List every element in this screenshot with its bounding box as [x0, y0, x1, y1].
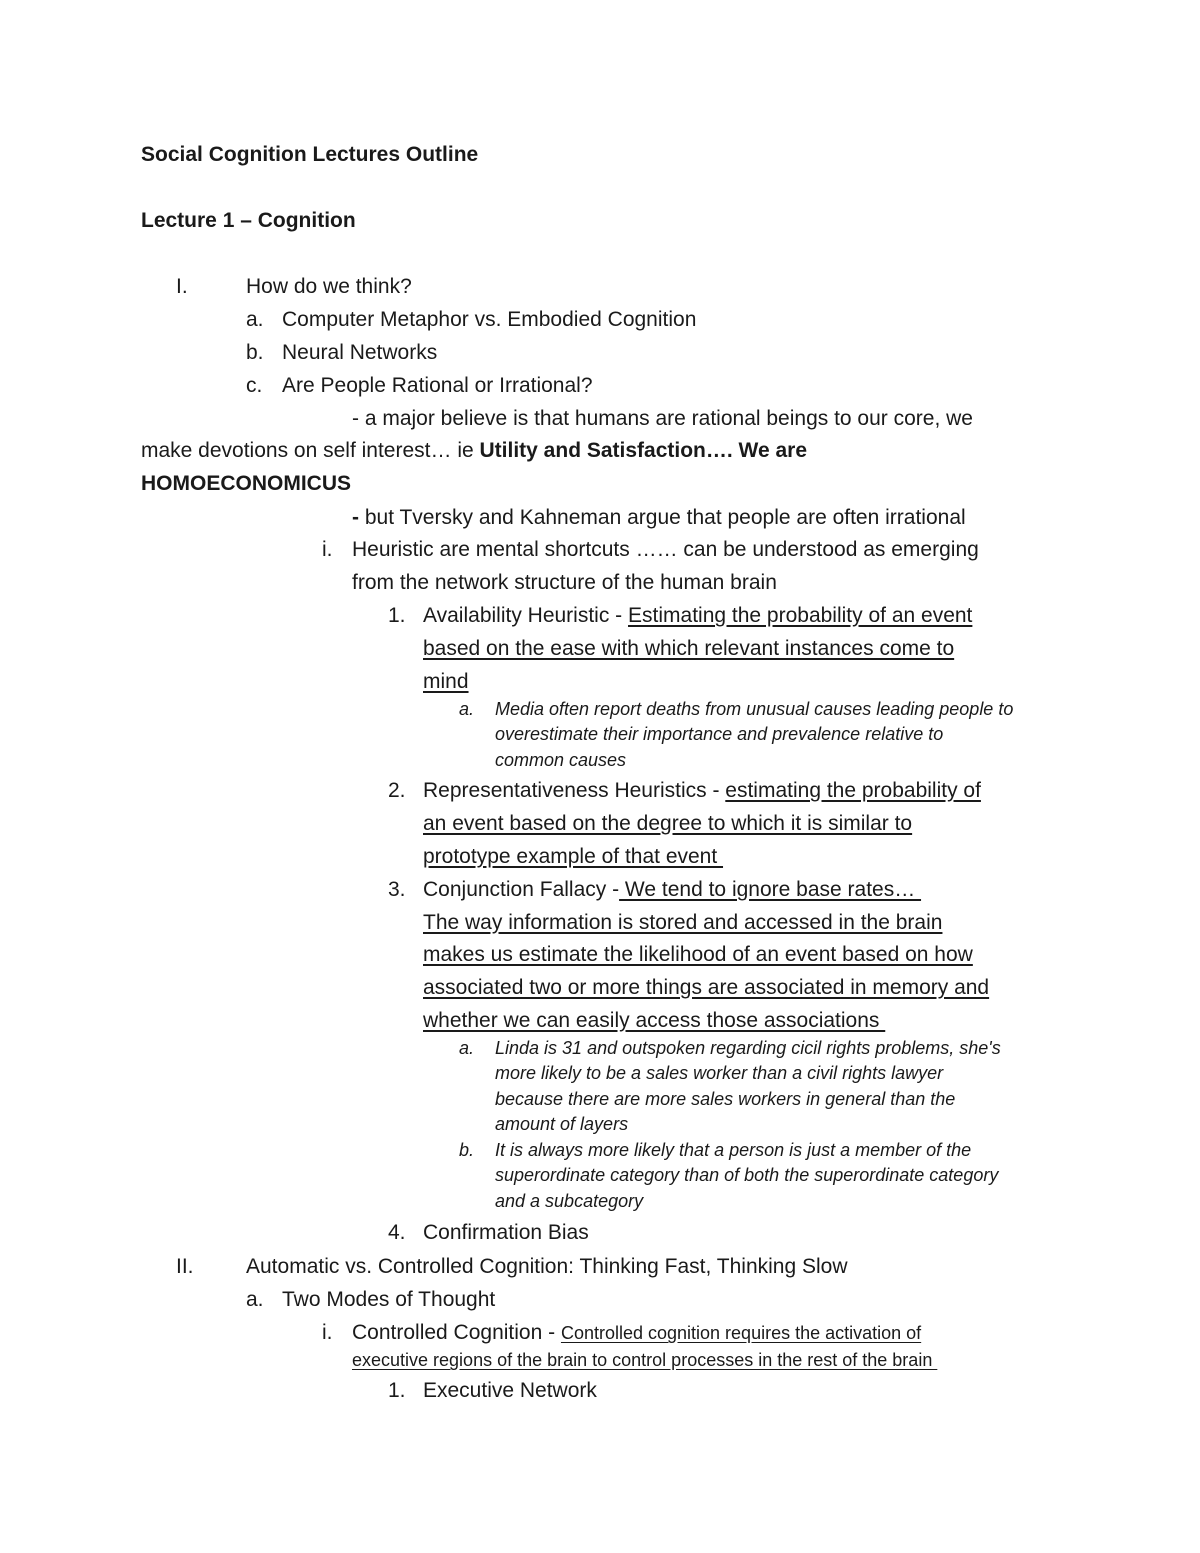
- conjunction-def2: The way information is stored and accessed in the brain: [423, 911, 943, 934]
- conjunction-example-a-line3: because there are more sales workers in general than the: [495, 1089, 956, 1109]
- numbered-2-marker: 2.: [388, 779, 406, 802]
- conjunction-example-b-marker: b.: [459, 1140, 475, 1160]
- conjunction-def1: We tend to ignore base rates…: [619, 878, 922, 901]
- conjunction-example-b-line3: and a subcategory: [495, 1191, 644, 1211]
- conjunction-example-a-line2: more likely to be a sales worker than a civil rights lawyer: [495, 1063, 944, 1083]
- conjunction-def3: makes us estimate the likelihood of an event based on how: [423, 943, 973, 966]
- controlled-label: Controlled Cognition -: [352, 1321, 561, 1344]
- availability-def3: mind: [423, 670, 469, 693]
- lecture-heading: Lecture 1 – Cognition: [141, 209, 356, 232]
- note-irrational-dash: -: [352, 506, 359, 529]
- representativeness-def3: prototype example of that event: [423, 845, 724, 868]
- availability-line1: [423, 603, 972, 628]
- conjunction-example-a-line1: Linda is 31 and outspoken regarding cicil rights problems, she's: [495, 1038, 1001, 1058]
- availability-example-line1: Media often report deaths from unusual causes leading people to: [495, 699, 1014, 719]
- note-irrational: [352, 505, 966, 530]
- availability-example-marker: a.: [459, 699, 475, 719]
- section-1-heading: How do we think?: [246, 275, 412, 298]
- section-2-heading: Automatic vs. Controlled Cognition: Thinking Fast, Thinking Slow: [246, 1255, 848, 1278]
- executive-network: Executive Network: [423, 1379, 597, 1402]
- heuristic-line2: from the network structure of the human brain: [352, 571, 777, 594]
- heuristic-line1: Heuristic are mental shortcuts …… can be understood as emerging: [352, 538, 979, 561]
- conjunction-label: Conjunction Fallacy -: [423, 878, 620, 901]
- confirmation-bias: Confirmation Bias: [423, 1221, 589, 1244]
- numbered-4-marker: 4.: [388, 1221, 406, 1244]
- controlled-marker: i.: [322, 1321, 333, 1344]
- controlled-def2: executive regions of the brain to control processes in the rest of the brain: [352, 1350, 938, 1370]
- representativeness-line1: [423, 778, 981, 803]
- heuristic-marker: i.: [322, 538, 333, 561]
- item-c-marker: c.: [246, 374, 263, 397]
- note-rational-line1: - a major believe is that humans are rational beings to our core, we: [352, 407, 973, 430]
- availability-def1: Estimating the probability of an event: [628, 604, 973, 627]
- availability-def2: based on the ease with which relevant instances come to: [423, 637, 955, 660]
- conjunction-example-b-line1: It is always more likely that a person is just a member of the: [495, 1140, 972, 1160]
- note-rational-bold: Utility and Satisfaction…. We are: [479, 439, 808, 462]
- item-c-text: Are People Rational or Irrational?: [282, 374, 593, 397]
- controlled-def1: Controlled cognition requires the activation of: [560, 1323, 922, 1343]
- section-2-marker: II.: [176, 1255, 194, 1278]
- availability-label: Availability Heuristic -: [423, 604, 629, 627]
- conjunction-def5: whether we can easily access those associations: [423, 1009, 886, 1032]
- document-title: Social Cognition Lectures Outline: [141, 143, 479, 166]
- item-a-text: Computer Metaphor vs. Embodied Cognition: [282, 308, 697, 331]
- item-b-text: Neural Networks: [282, 341, 438, 364]
- conjunction-line1: [423, 877, 921, 902]
- section-2-sub-text: Two Modes of Thought: [282, 1288, 496, 1311]
- note-rational-line2: [141, 438, 807, 463]
- representativeness-def1: estimating the probability of: [725, 779, 981, 802]
- conjunction-example-a-marker: a.: [459, 1038, 475, 1058]
- section-1-marker: I.: [176, 275, 188, 298]
- controlled-line1: [352, 1320, 921, 1345]
- representativeness-label: Representativeness Heuristics -: [423, 779, 726, 802]
- conjunction-def4: associated two or more things are associated in memory and: [423, 976, 990, 999]
- conjunction-example-b-line2: superordinate category than of both the superordinate category: [495, 1165, 999, 1185]
- numbered-3-marker: 3.: [388, 878, 406, 901]
- availability-example-line3: common causes: [495, 750, 627, 770]
- executive-marker: 1.: [388, 1379, 406, 1402]
- representativeness-def2: an event based on the degree to which it is similar to: [423, 812, 913, 835]
- note-rational-plain: make devotions on self interest… ie: [141, 439, 480, 462]
- note-irrational-text: but Tversky and Kahneman argue that people are often irrational: [359, 506, 966, 529]
- conjunction-example-a-line4: amount of layers: [495, 1114, 629, 1134]
- numbered-1-marker: 1.: [388, 604, 406, 627]
- item-b-marker: b.: [246, 341, 264, 364]
- availability-example-line2: overestimate their importance and prevalence relative to: [495, 724, 944, 744]
- note-rational-line3: HOMOECONOMICUS: [141, 472, 351, 495]
- item-a-marker: a.: [246, 308, 264, 331]
- section-2-sub-marker: a.: [246, 1288, 264, 1311]
